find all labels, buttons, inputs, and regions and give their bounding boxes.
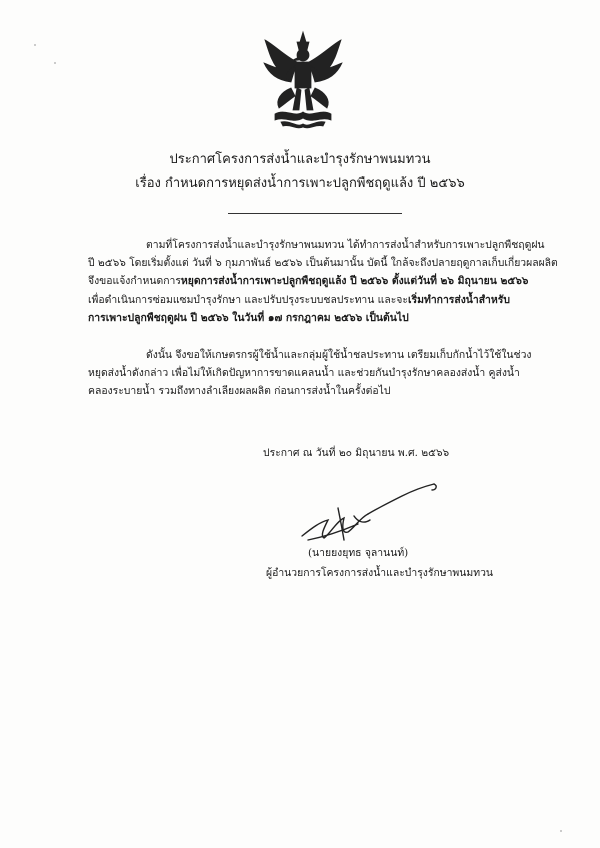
paper-speck	[54, 62, 56, 64]
p1-l4-text: เพื่อดำเนินการซ่อมแซมบำรุงรักษา และปรับปรุงระบบชลประทาน และจะ	[88, 293, 408, 306]
paragraph-2	[88, 346, 562, 401]
p1-l3-text: จึงขอแจ้งกำหนดการ	[88, 275, 181, 288]
handwritten-signature	[298, 478, 448, 548]
paper-speck	[560, 830, 562, 832]
paragraph-2-line-1: ดังนั้น จึงขอให้เกษตรกรผู้ใช้น้ำและกลุ่มผู้ใช้น้ำชลประทาน เตรียมเก็บกักน้ำไว้ใช้ในช่วง	[146, 349, 532, 361]
announcement-date: ประกาศ ณ วันที่ ๒๐ มิถุนายน พ.ศ. ๒๕๖๖	[263, 447, 450, 459]
paragraph-1-line-2: ปี ๒๕๖๖ โดยเริ่มตั้งแต่ วันที่ ๖ กุมภาพันธ์ ๒๕๖๖ เป็นต้นมานั้น บัดนี้ ใกล้จะถึงปลายฤดูกาลเก็บเกี่ยวผลผลิต	[88, 257, 558, 270]
announcement-title: ประกาศโครงการส่งน้ำและบำรุงรักษาพนมทวน	[169, 152, 431, 167]
paragraph-1-line-3	[88, 272, 562, 290]
signer-name: (นายยงยุทธ จุลานนท์)	[308, 547, 409, 559]
paragraph-1-line-1: ตามที่โครงการส่งน้ำและบำรุงรักษาพนมทวน ได้ทำการส่งน้ำสำหรับการเพาะปลูกพืชฤดูฝน	[146, 239, 545, 251]
paragraph-2-line-3: คลองระบายน้ำ รวมถึงทางลำเลียงผลผลิต ก่อนการส่งน้ำในครั้งต่อไป	[88, 385, 391, 398]
garuda-emblem-icon	[261, 30, 345, 130]
signer-position: ผู้อำนวยการโครงการส่งน้ำและบำรุงรักษาพนมทวน	[266, 567, 494, 579]
paragraph-1-line-4	[88, 291, 562, 309]
resume-water-notice: เริ่มทำการส่งน้ำสำหรับ	[407, 293, 510, 306]
announcement-subject: เรื่อง กำหนดการหยุดส่งน้ำการเพาะปลูกพืชฤดูแล้ง ปี ๒๕๖๖	[135, 176, 465, 191]
paragraph-1	[88, 236, 562, 327]
paper-speck	[34, 44, 36, 46]
title-divider	[228, 213, 402, 214]
paragraph-1-line-5: การเพาะปลูกพืชฤดูฝน ปี ๒๕๖๖ ในวันที่ ๑๗ กรกฎาคม ๒๕๖๖ เป็นต้นไป	[88, 311, 409, 324]
paragraph-2-line-2: หยุดส่งน้ำดังกล่าว เพื่อไม่ให้เกิดปัญหาการขาดแคลนน้ำ และช่วยกันบำรุงรักษาคลองส่งน้ำ คูส่งน้ำ	[88, 367, 520, 380]
stop-water-notice: หยุดการส่งน้ำการเพาะปลูกพืชฤดูแล้ง ปี ๒๕๖๖ ตั้งแต่วันที่ ๒๖ มิถุนายน ๒๕๖๖	[180, 275, 529, 288]
